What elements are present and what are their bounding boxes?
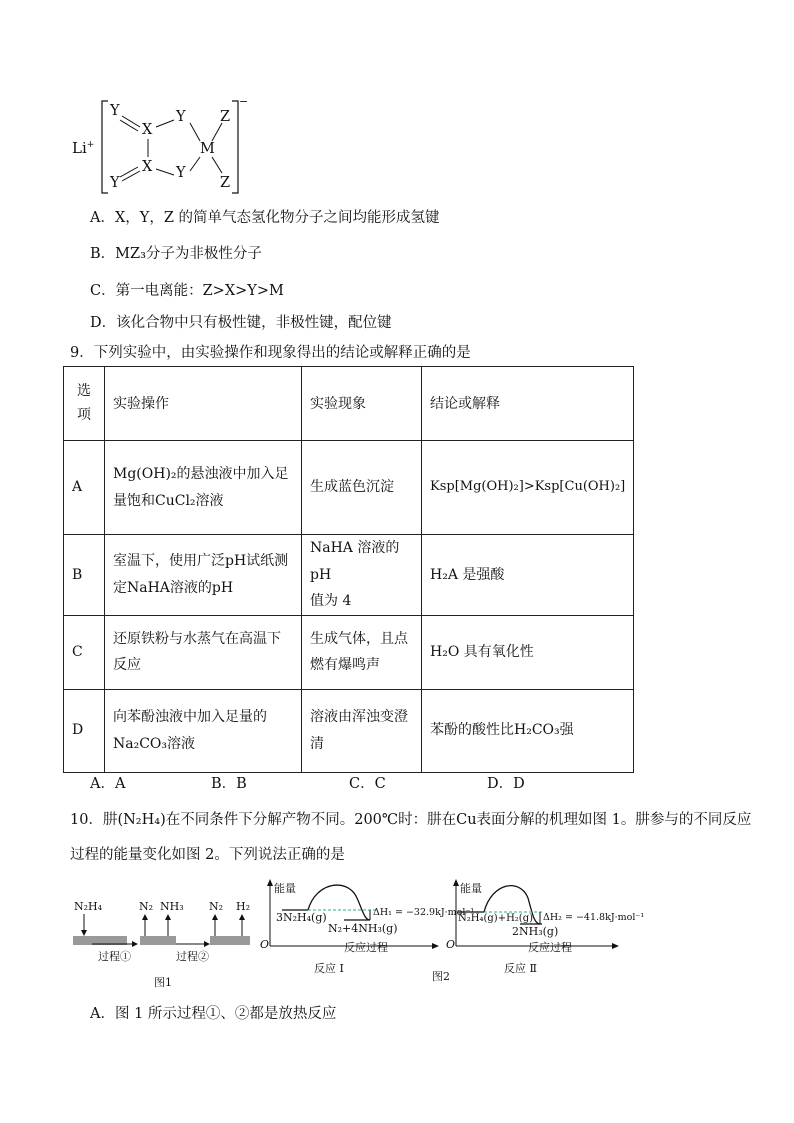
row-conclusion: Ksp[Mg(OH)₂]>Ksp[Cu(OH)₂]	[422, 441, 634, 535]
fig2-ylabel: 能量	[274, 882, 296, 895]
atom-z: Z	[220, 175, 231, 191]
q9-answer-a: A．A	[90, 776, 126, 792]
atom-x: X	[142, 122, 153, 138]
left-bracket	[102, 101, 108, 193]
q9-stem: 9．下列实验中，由实验操作和现象得出的结论或解释正确的是	[70, 345, 471, 361]
bond-m-z-top	[212, 123, 222, 141]
header-option: 选 项	[64, 367, 105, 441]
experiment-table	[63, 366, 634, 773]
double-bond-bottom-a	[122, 171, 140, 181]
atom-y: Y	[176, 109, 186, 125]
q10-stem-line1: 10．肼(N₂H₄)在不同条件下分解产物不同。200℃时：肼在Cu表面分解的机理如图 1。肼参与的不同反应	[70, 812, 752, 828]
q8-option-d: D．该化合物中只有极性键，非极性键，配位键	[90, 315, 392, 331]
row-label: A	[64, 441, 105, 535]
rxn1-reactant: 3N₂H₄(g)	[276, 911, 327, 924]
bond-y-m-top	[190, 123, 200, 141]
atom-y: Y	[110, 175, 120, 191]
header-conclusion: 结论或解释	[422, 367, 634, 441]
row-conclusion: H₂O 具有氧化性	[422, 615, 634, 689]
structure-figure	[70, 95, 250, 200]
row-phenomenon: 生成气体，且点 燃有爆鸣声	[302, 615, 422, 689]
q9-answer-d: D．D	[487, 776, 525, 792]
rxn2-product: 2NH₃(g)	[512, 925, 559, 938]
row-label: D	[64, 689, 105, 772]
rxn1-product: N₂+4NH₃(g)	[328, 922, 398, 935]
atom-m: M	[200, 141, 215, 157]
table-row	[64, 689, 634, 772]
row-label: B	[64, 535, 105, 616]
fig2-xlabel: 反应过程	[528, 941, 572, 954]
double-bond-top-b	[120, 120, 138, 131]
q8-option-c: C．第一电离能：Z>X>Y>M	[90, 283, 284, 299]
row-operation: 还原铁粉与水蒸气在高温下 反应	[105, 615, 302, 689]
right-bracket	[232, 101, 238, 193]
fig2-origin: O	[260, 938, 270, 951]
fig2-caption: 图2	[432, 970, 450, 983]
row-phenomenon: 溶液由浑浊变澄 清	[302, 689, 422, 772]
table-row	[64, 441, 634, 535]
fig1-species-h2: H₂	[236, 900, 251, 913]
q8-option-a: A．X，Y，Z 的简单气态氢化物分子之间均能形成氢键	[90, 210, 440, 226]
bond-m-z-bottom	[212, 157, 222, 173]
row-operation: 向苯酚浊液中加入足量的 Na₂CO₃溶液	[105, 689, 302, 772]
row-operation: Mg(OH)₂的悬浊液中加入足 量饱和CuCl₂溶液	[105, 441, 302, 535]
fig1-species-n2: N₂	[139, 900, 154, 913]
rxn2-delta-h: ΔH₂ = −41.8kJ·mol⁻¹	[543, 912, 645, 923]
cu-surface-3	[210, 936, 250, 945]
fig1-process-1: 过程①	[98, 950, 131, 963]
table-row	[64, 615, 634, 689]
rxn2-reactant: N₂H₄(g)+H₂(g)	[458, 913, 534, 924]
cu-surface-2	[140, 936, 176, 945]
anion-charge: −	[239, 95, 249, 108]
table-row	[64, 535, 634, 616]
rxn1-delta-h: ΔH₁ = −32.9kJ·mol⁻¹	[373, 907, 475, 918]
fig1-species-n2: N₂	[209, 900, 224, 913]
header-phenomenon: 实验现象	[302, 367, 422, 441]
row-operation: 室温下，使用广泛pH试纸测 定NaHA溶液的pH	[105, 535, 302, 616]
fig1-species-n2h4: N₂H₄	[74, 900, 103, 913]
fig1-species-nh3: NH₃	[160, 900, 184, 913]
fig2-ylabel: 能量	[460, 882, 482, 895]
q9-answer-b: B．B	[211, 776, 247, 792]
row-phenomenon: NaHA 溶液的pH 值为 4	[302, 535, 422, 616]
figure-1	[70, 890, 260, 990]
q9-answer-c: C．C	[349, 776, 386, 792]
figure-2-reaction-1	[258, 876, 475, 976]
q8-option-b: B．MZ₃分子为非极性分子	[90, 246, 262, 262]
atom-z: Z	[220, 109, 231, 125]
fig1-process-2: 过程②	[176, 950, 209, 963]
fig2-origin: O	[446, 938, 456, 951]
atom-x: X	[142, 159, 153, 175]
q10-stem-line2: 过程的能量变化如图 2。下列说法正确的是	[70, 847, 345, 863]
double-bond-top-a	[122, 116, 140, 127]
bond-x-y-bottom	[156, 169, 174, 175]
row-phenomenon: 生成蓝色沉淀	[302, 441, 422, 535]
li-label: Li+	[72, 139, 95, 157]
atom-y: Y	[176, 165, 186, 181]
fig2-xlabel: 反应过程	[344, 941, 388, 954]
table-header-row	[64, 367, 634, 441]
row-conclusion: 苯酚的酸性比H₂CO₃强	[422, 689, 634, 772]
figure-2-reaction-2	[444, 876, 644, 976]
bond-y-m-bottom	[190, 157, 200, 171]
atom-y: Y	[110, 103, 120, 119]
rxn1-name: 反应 Ⅰ	[314, 962, 344, 975]
q10-option-a: A．图 1 所示过程①、②都是放热反应	[90, 1006, 337, 1022]
row-conclusion: H₂A 是强酸	[422, 535, 634, 616]
header-operation: 实验操作	[105, 367, 302, 441]
row-label: C	[64, 615, 105, 689]
fig1-caption: 图1	[154, 976, 172, 989]
bond-x-y-top	[156, 120, 174, 127]
double-bond-bottom-b	[120, 167, 138, 177]
rxn2-name: 反应 Ⅱ	[504, 962, 537, 975]
